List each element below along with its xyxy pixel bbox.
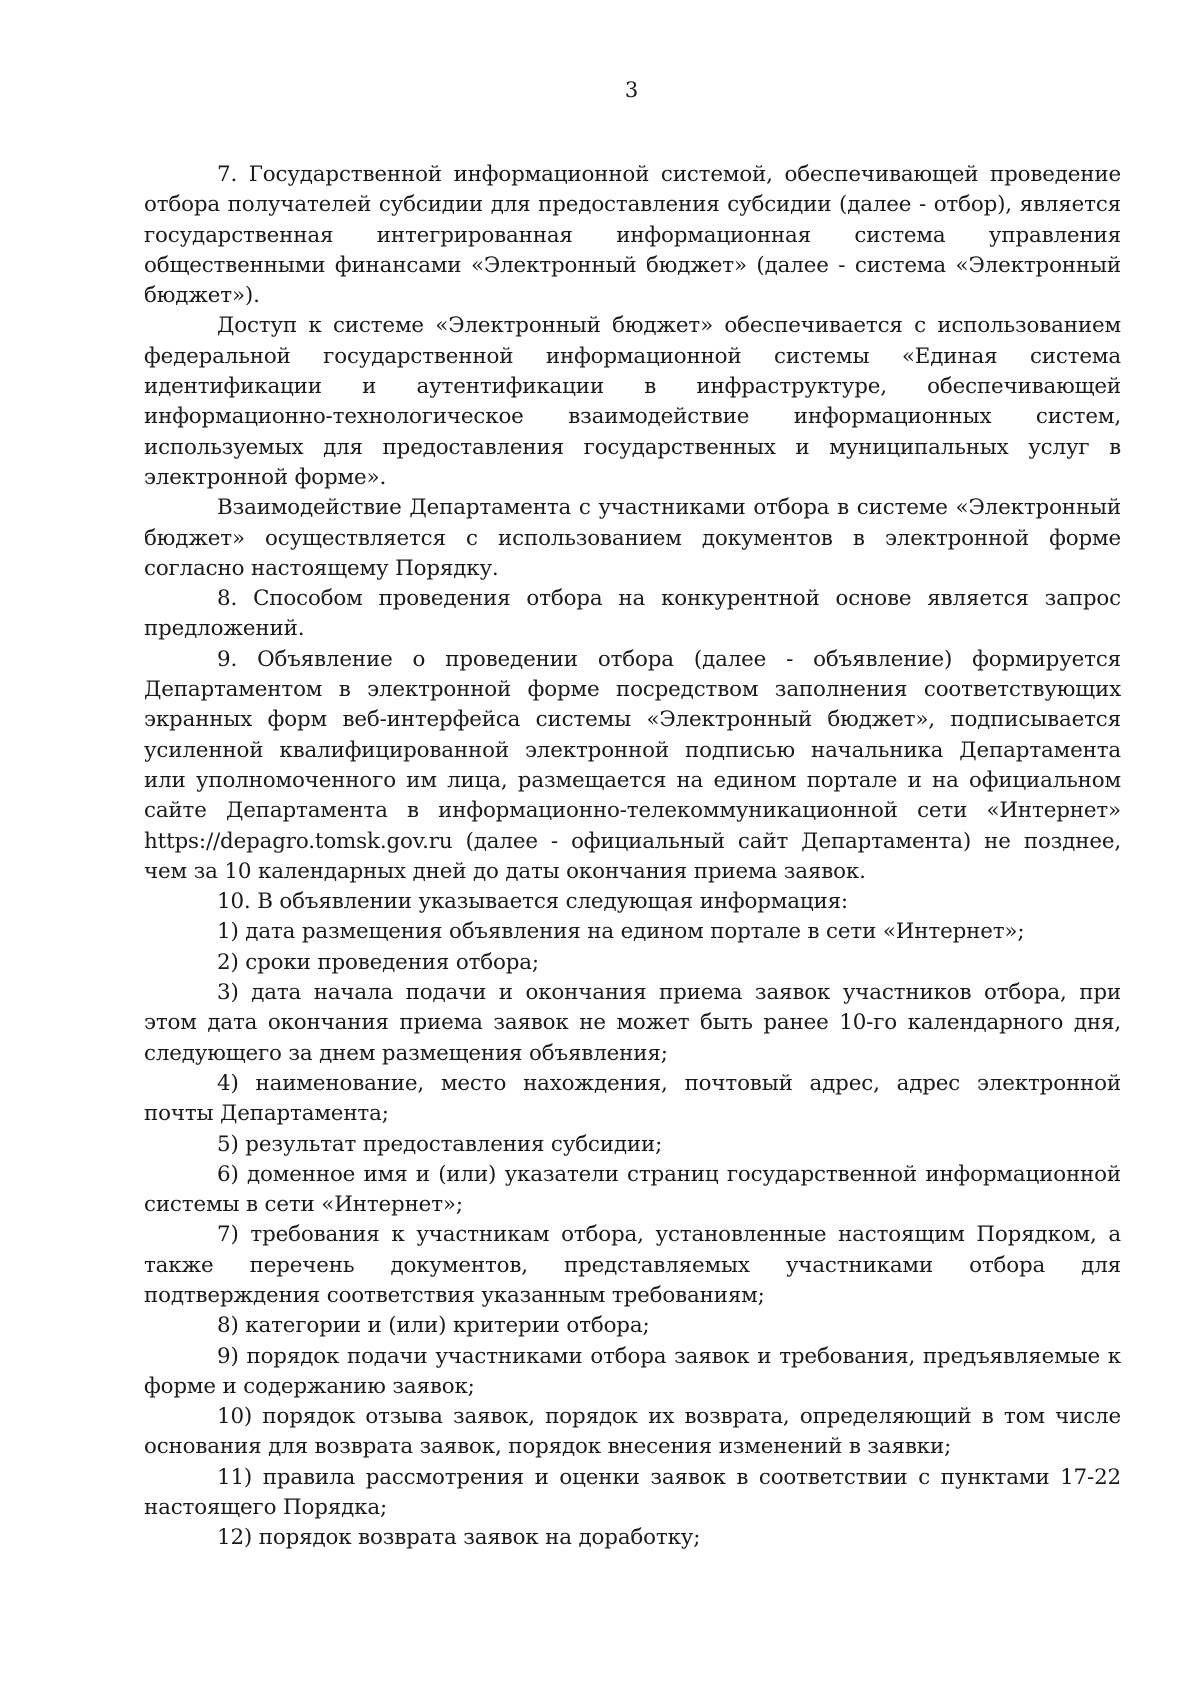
list-item-4: 4) наименование, место нахождения, почтовый адрес, адрес электронной почты Департамента; (144, 1070, 1121, 1127)
paragraph-interaction: Взаимодействие Департамента с участниками отбора в системе «Электронный бюджет» осуществляется с использованием документов в электронной форме согласно настоящему Порядку. (144, 495, 1121, 581)
list-item-11: 11) правила рассмотрения и оценки заявок в соответствии с пунктами 17-22 настоящего Порядка; (144, 1464, 1121, 1521)
paragraph-8-selection-method: 8. Способом проведения отбора на конкурентной основе является запрос предложений. (144, 586, 1121, 642)
paragraph-7-state-info-system: 7. Государственной информационной системой, обеспечивающей проведение отбора получателей субсидии для предоставления субсидии (далее - отбор), является государственная интегрированная информационная система управления общественными финансами «Электронный бюджет» (далее - система «Электронный бюджет»). (144, 162, 1121, 309)
paragraph-9-announcement: 9. Объявление о проведении отбора (далее - объявление) формируется Департаментом в электронной форме посредством заполнения соответствующих экранных форм веб-интерфейса системы «Электронный бюджет», подписывается усиленной квалифицированной электронной подписью начальника Департамента или уполномоченного им лица, размещается на едином портале и на официальном сайте Департамента в информационно-телекоммуникационной сети «Интернет» https://depagro.tomsk.gov.ru (далее - официальный сайт Департамента) не позднее, чем за 10 календарных дней до даты окончания приема заявок. (144, 646, 1121, 884)
list-item-5: 5) результат предоставления субсидии; (217, 1131, 663, 1157)
document-body (144, 160, 1121, 1554)
list-item-12: 12) порядок возврата заявок на доработку; (217, 1525, 701, 1551)
list-item-1: 1) дата размещения объявления на едином портале в сети «Интернет»; (217, 919, 1025, 945)
list-item-10: 10) порядок отзыва заявок, порядок их возврата, определяющий в том числе основания для возврата заявок, порядок внесения изменений в заявки; (144, 1404, 1121, 1460)
list-item-6: 6) доменное имя и (или) указатели страниц государственной информационной системы в сети «Интернет»; (144, 1161, 1121, 1218)
list-item-9: 9) порядок подачи участниками отбора заявок и требования, предъявляемые к форме и содержанию заявок; (144, 1343, 1121, 1399)
list-item-7: 7) требования к участникам отбора, установленные настоящим Порядком, а также перечень документов, представляемых участниками отбора для подтверждения соответствия указанным требованиям; (144, 1222, 1121, 1308)
page-number: 3 (624, 78, 639, 102)
paragraph-10-announcement-contents: 10. В объявлении указывается следующая информация: (217, 889, 848, 915)
list-item-3: 3) дата начала подачи и окончания приема заявок участников отбора, при этом дата окончания приема заявок не может быть ранее 10-го календарного дня, следующего за днем размещения объявления; (144, 980, 1121, 1066)
list-item-2: 2) сроки проведения отбора; (217, 949, 539, 975)
list-item-8: 8) категории и (или) критерии отбора; (217, 1313, 650, 1339)
paragraph-access-to-system: Доступ к системе «Электронный бюджет» обеспечивается с использованием федеральной государственной информационной системы «Единая система идентификации и аутентификации в инфраструктуре, обеспечивающей информационно-технологическое взаимодействие информационных систем, используемых для предоставления государственных и муниципальных услуг в электронной форме». (144, 313, 1121, 490)
